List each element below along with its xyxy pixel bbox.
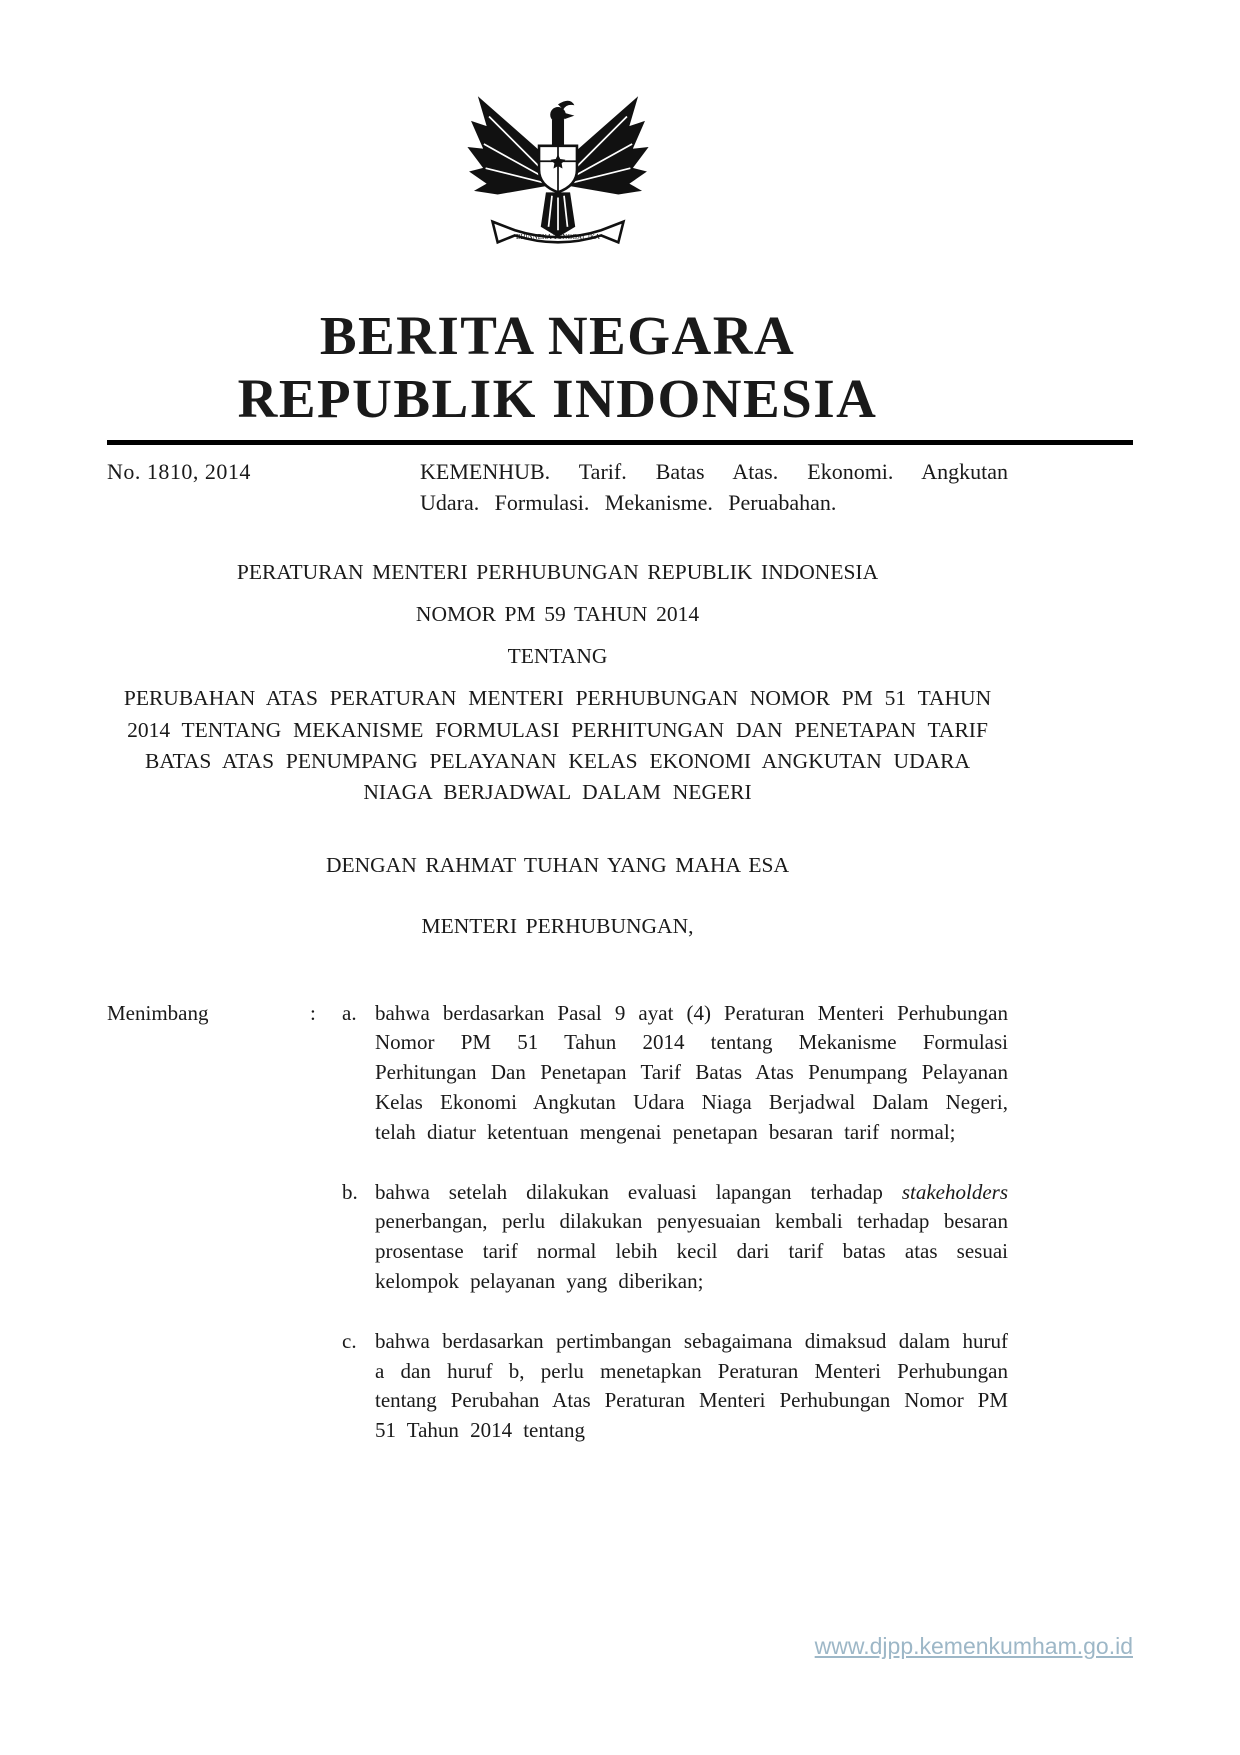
- invocation-line: DENGAN RAHMAT TUHAN YANG MAHA ESA: [325, 853, 790, 878]
- item-letter: c.: [342, 1328, 357, 1353]
- regulation-subject-paragraph: PERUBAHAN ATAS PERATURAN MENTERI PERHUBUNGAN NOMOR PM 51 TAHUN 2014 TENTANG MEKANISME FORMULASI PERHITUNGAN DAN PENETAPAN TARIF BATAS ATAS PENUMPANG PELAYANAN KELAS EKONOMI ANGKUTAN UDARA NIAGA BERJADWAL DALAM NEGERI: [123, 686, 992, 804]
- gazette-header: [107, 457, 1008, 519]
- tentang-line: TENTANG: [507, 644, 608, 669]
- item-text-after: penerbangan, perlu dilakukan penyesuaian kembali terhadap besaran prosentase tarif normal lebih kecil dari tarif batas atas sesuai kelompok pelayanan yang diberikan;: [375, 1209, 1008, 1294]
- emblem-motto: BHINNEKA TUNGGAL IKA: [515, 233, 600, 241]
- authority-line: MENTERI PERHUBUNGAN,: [421, 914, 694, 939]
- regulation-number-line: NOMOR PM 59 TAHUN 2014: [415, 602, 700, 627]
- considering-label: Menimbang: [107, 1000, 209, 1025]
- footer-website-link[interactable]: www.djpp.kemenkumham.go.id: [814, 1633, 1133, 1659]
- considering-item-a: [342, 999, 1008, 1148]
- item-text: [375, 1178, 1008, 1297]
- masthead-line-1: BERITA NEGARA: [319, 305, 796, 366]
- item-letter: a.: [342, 1000, 357, 1025]
- item-text: bahwa berdasarkan pertimbangan sebagaimana dimaksud dalam huruf a dan huruf b, perlu menetapkan Peraturan Menteri Perhubungan tentang Perubahan Atas Peraturan Menteri Perhubungan Nomor PM 51 Tahun 2014 tentang: [375, 1328, 1008, 1443]
- considering-items: [342, 999, 1008, 1477]
- item-text-before: bahwa setelah dilakukan evaluasi lapangan terhadap: [375, 1179, 902, 1204]
- regulation-heading: [107, 557, 1008, 943]
- emblem-container: [107, 0, 1008, 263]
- considering-separator: :: [310, 1000, 316, 1025]
- subject-keywords: KEMENHUB. Tarif. Batas Atas. Ekonomi. Angkutan Udara. Formulasi. Mekanisme. Peruabahan.: [420, 459, 1008, 516]
- masthead-divider: [107, 440, 1133, 445]
- item-text-italic: stakeholders: [901, 1179, 1008, 1204]
- considering-section: [107, 999, 1008, 1477]
- regulation-title-line: PERATURAN MENTERI PERHUBUNGAN REPUBLIK INDONESIA: [236, 559, 879, 584]
- item-letter: b.: [342, 1179, 358, 1204]
- issue-number: No. 1810, 2014: [107, 459, 251, 485]
- considering-item-b: [342, 1178, 1008, 1297]
- garuda-pancasila-emblem-icon: [463, 82, 653, 263]
- considering-item-c: [342, 1327, 1008, 1446]
- masthead-line-2: REPUBLIK INDONESIA: [237, 367, 878, 429]
- item-text: bahwa berdasarkan Pasal 9 ayat (4) Peraturan Menteri Perhubungan Nomor PM 51 Tahun 2014 tentang Mekanisme Formulasi Perhitungan Dan Penetapan Tarif Batas Atas Penumpang Pelayanan Kelas Ekonomi Angkutan Udara Niaga Berjadwal Dalam Negeri, telah diatur ketentuan mengenai penetapan besaran tarif normal;: [375, 1000, 1008, 1144]
